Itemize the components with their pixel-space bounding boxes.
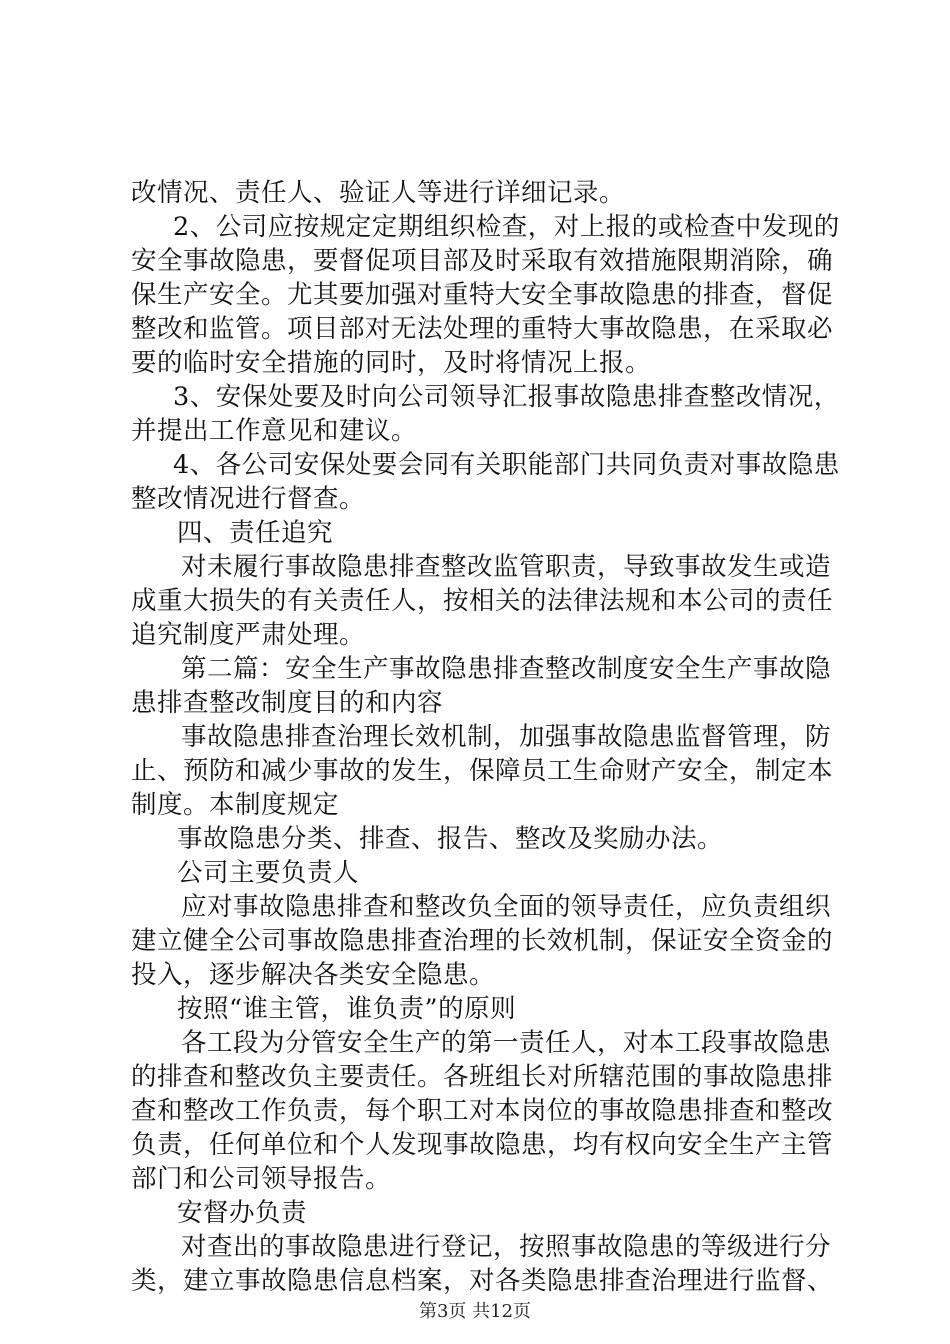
text-line: 投入，逐步解决各类安全隐患。: [131, 960, 496, 990]
text-line: 事故隐患分类、排查、报告、整改及奖励办法。: [177, 824, 724, 854]
text-line: 各工段为分管安全生产的第一责任人，对本工段事故隐患: [181, 1028, 832, 1058]
text-line: 事故隐患排查治理长效机制，加强事故隐患监督管理，防: [181, 722, 832, 752]
text-line: 3、安保处要及时向公司领导汇报事故隐患排查整改情况，: [173, 382, 840, 412]
section-heading: 四、责任追究: [177, 518, 334, 548]
text-line: 2、公司应按规定定期组织检查，对上报的或检查中发现的: [173, 212, 840, 242]
text-line: 整改情况进行督查。: [131, 484, 366, 514]
text-line: 患排查整改制度目的和内容: [131, 688, 444, 718]
text-line: 公司主要负责人: [177, 858, 360, 888]
text-line: 按照“谁主管，谁负责”的原则: [177, 994, 517, 1024]
text-line: 追究制度严肃处理。: [131, 620, 366, 650]
text-line: 安督办负责: [177, 1198, 308, 1228]
text-line: 保生产安全。尤其要加强对重特大安全事故隐患的排查，督促: [131, 280, 834, 310]
text-line: 的排查和整改负主要责任。各班组长对所辖范围的事故隐患排: [131, 1062, 834, 1092]
text-line: 制度。本制度规定: [131, 790, 340, 820]
text-line: 对查出的事故隐患进行登记，按照事故隐患的等级进行分: [181, 1232, 832, 1262]
text-line: 要的临时安全措施的同时，及时将情况上报。: [131, 348, 652, 378]
text-line: 安全事故隐患，要督促项目部及时采取有效措施限期消除，确: [131, 246, 834, 276]
text-line: 并提出工作意见和建议。: [131, 416, 418, 446]
text-line: 类，建立事故隐患信息档案，对各类隐患排查治理进行监督、: [131, 1266, 834, 1296]
text-line: 应对事故隐患排查和整改负全面的领导责任，应负责组织: [181, 892, 832, 922]
text-line: 负责，任何单位和个人发现事故隐患，均有权向安全生产主管: [131, 1130, 834, 1160]
text-line: 建立健全公司事故隐患排查治理的长效机制，保证安全资金的: [131, 926, 834, 956]
text-line: 部门和公司领导报告。: [131, 1164, 392, 1194]
text-line: 止、预防和减少事故的发生，保障员工生命财产安全，制定本: [131, 756, 834, 786]
text-line: 查和整改工作负责，每个职工对本岗位的事故隐患排查和整改: [131, 1096, 834, 1126]
text-line: 改情况、责任人、验证人等进行详细记录。: [131, 178, 626, 208]
text-line: 成重大损失的有关责任人，按相关的法律法规和本公司的责任: [131, 586, 834, 616]
text-line: 整改和监管。项目部对无法处理的重特大事故隐患，在采取必: [131, 314, 834, 344]
section-heading: 第二篇：安全生产事故隐患排查整改制度安全生产事故隐: [181, 654, 832, 684]
page-footer: 第3页 共12页: [418, 1301, 532, 1322]
text-line: 4、各公司安保处要会同有关职能部门共同负责对事故隐患: [173, 450, 840, 480]
text-line: 对未履行事故隐患排查整改监管职责，导致事故发生或造: [181, 552, 832, 582]
